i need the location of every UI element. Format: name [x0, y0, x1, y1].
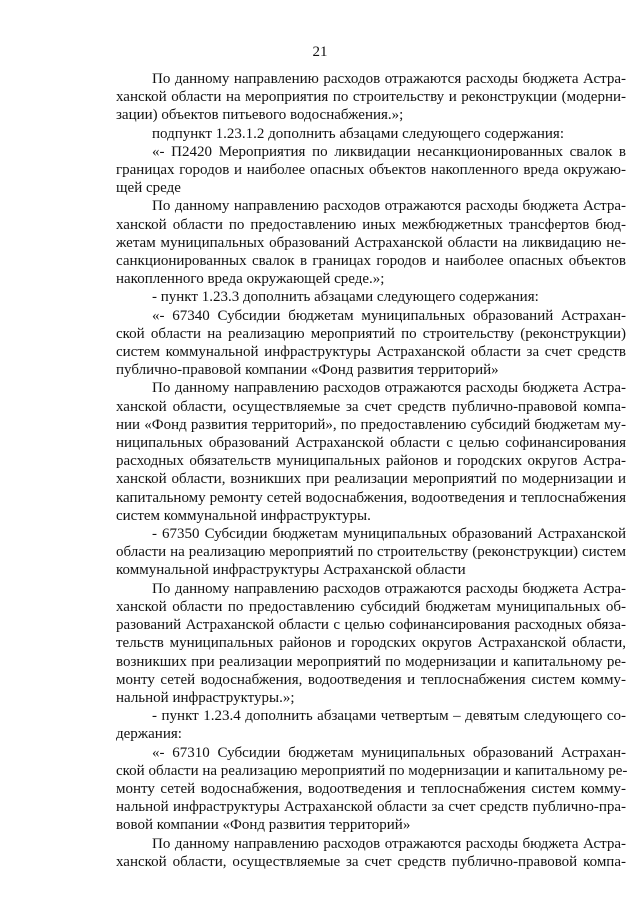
paragraph: [116, 70, 626, 125]
text-line: нальной инфраструктуры.»;: [116, 689, 295, 706]
text-line: - 67350 Субсидии бюджетам муниципальных образований Астраханской: [152, 526, 626, 543]
text-line: «- 67310 Субсидии бюджетам муниципальных образований Астрахан-: [152, 744, 626, 761]
text-line: «- П2420 Мероприятия по ликвидации несанкционированных свалок в: [152, 143, 626, 160]
text-line: ханской области по предоставлению субсидий бюджетам муниципальных об-: [116, 598, 626, 615]
text-line: разований Астраханской области с целью софинансирования расходных обяза-: [116, 617, 626, 634]
text-line: ханской области, осуществляемые за счет средств публично-правовой компа-: [116, 853, 626, 870]
text-line: - пункт 1.23.4 дополнить абзацами четвертым – девятым следующего со-: [152, 708, 626, 725]
text-line: коммунальной инфраструктуры Астраханской области: [116, 562, 466, 579]
text-line: возникших при реализации мероприятий по модернизации и капитальному ре-: [116, 653, 626, 670]
text-line: ханской области по предоставлению иных межбюджетных трансфертов бюд-: [116, 216, 626, 233]
text-line: По данному направлению расходов отражаются расходы бюджета Астра-: [152, 198, 626, 215]
text-line: ниципальных образований Астраханской области с целью софинансирования: [116, 435, 626, 452]
text-line: - пункт 1.23.3 дополнить абзацами следующего содержания:: [152, 289, 539, 306]
text-line: нии «Фонд развития территорий», по предоставлению субсидий бюджетам му-: [116, 416, 626, 433]
paragraph: [116, 143, 626, 198]
text-line: вовой компании «Фонд развития территорий»: [116, 817, 411, 834]
text-line: области на реализацию мероприятий по строительству (реконструкции) систем: [116, 544, 626, 561]
text-line: щей среде: [116, 180, 181, 197]
text-line: жетам муниципальных образований Астраханской области на ликвидацию не-: [116, 234, 626, 251]
text-line: держания:: [116, 726, 182, 743]
text-line: ской области на реализацию мероприятий по модернизации и капитальному ре-: [116, 762, 628, 779]
text-line: систем коммунальной инфраструктуры Астраханской области за счет средств: [116, 344, 626, 361]
paragraph: [116, 835, 626, 871]
document-body: [116, 70, 626, 871]
paragraph: [116, 197, 626, 288]
text-line: монту сетей водоснабжения, водоотведения и теплоснабжения систем комму-: [116, 780, 626, 797]
text-line: ханской области, осуществляемые за счет средств публично-правовой компа-: [116, 398, 626, 415]
text-line: По данному направлению расходов отражаются расходы бюджета Астра-: [152, 71, 626, 87]
text-line: ханской области, возникших при реализации мероприятий по модернизации и: [116, 471, 626, 488]
text-line: тельств муниципальных районов и городских округов Астраханской области,: [116, 635, 626, 652]
text-line: подпункт 1.23.1.2 дополнить абзацами следующего содержания:: [152, 125, 564, 142]
text-line: ской области на реализацию мероприятий по строительству (реконструкции): [116, 325, 626, 342]
text-line: нальной инфраструктуры Астраханской области за счет средств публично-пра-: [116, 799, 626, 816]
paragraph: [116, 379, 626, 525]
text-line: ханской области на мероприятия по строительству и реконструкции (модерни-: [116, 89, 626, 106]
text-line: расходных обязательств муниципальных районов и городских округов Астра-: [116, 453, 626, 470]
text-line: санкционированных свалок в границах городов и наиболее опасных объектов: [116, 253, 626, 270]
paragraph: [116, 580, 626, 707]
text-line: границах городов и наиболее опасных объектов накопленного вреда окружаю-: [116, 162, 626, 179]
page-number: 21: [312, 44, 328, 60]
paragraph: [116, 125, 626, 143]
text-line: накопленного вреда окружающей среде.»;: [116, 271, 385, 288]
text-line: публично-правовой компании «Фонд развития территорий»: [116, 362, 499, 379]
text-line: капитальному ремонту сетей водоснабжения, водоотведения и теплоснабжения: [116, 489, 626, 506]
paragraph: [116, 744, 626, 835]
paragraph: [116, 707, 626, 743]
text-line: «- 67340 Субсидии бюджетам муниципальных образований Астрахан-: [152, 307, 626, 324]
paragraph: [116, 307, 626, 380]
paragraph: [116, 525, 626, 580]
text-line: По данному направлению расходов отражаются расходы бюджета Астра-: [152, 835, 626, 852]
text-line: систем коммунальной инфраструктуры.: [116, 507, 371, 524]
text-line: зации) объектов питьевого водоснабжения.»;: [116, 107, 404, 124]
text-line: монту сетей водоснабжения, водоотведения и теплоснабжения систем комму-: [116, 671, 626, 688]
paragraph: [116, 288, 626, 306]
text-line: По данному направлению расходов отражаются расходы бюджета Астра-: [152, 580, 626, 597]
text-line: По данному направлению расходов отражаются расходы бюджета Астра-: [152, 380, 626, 397]
